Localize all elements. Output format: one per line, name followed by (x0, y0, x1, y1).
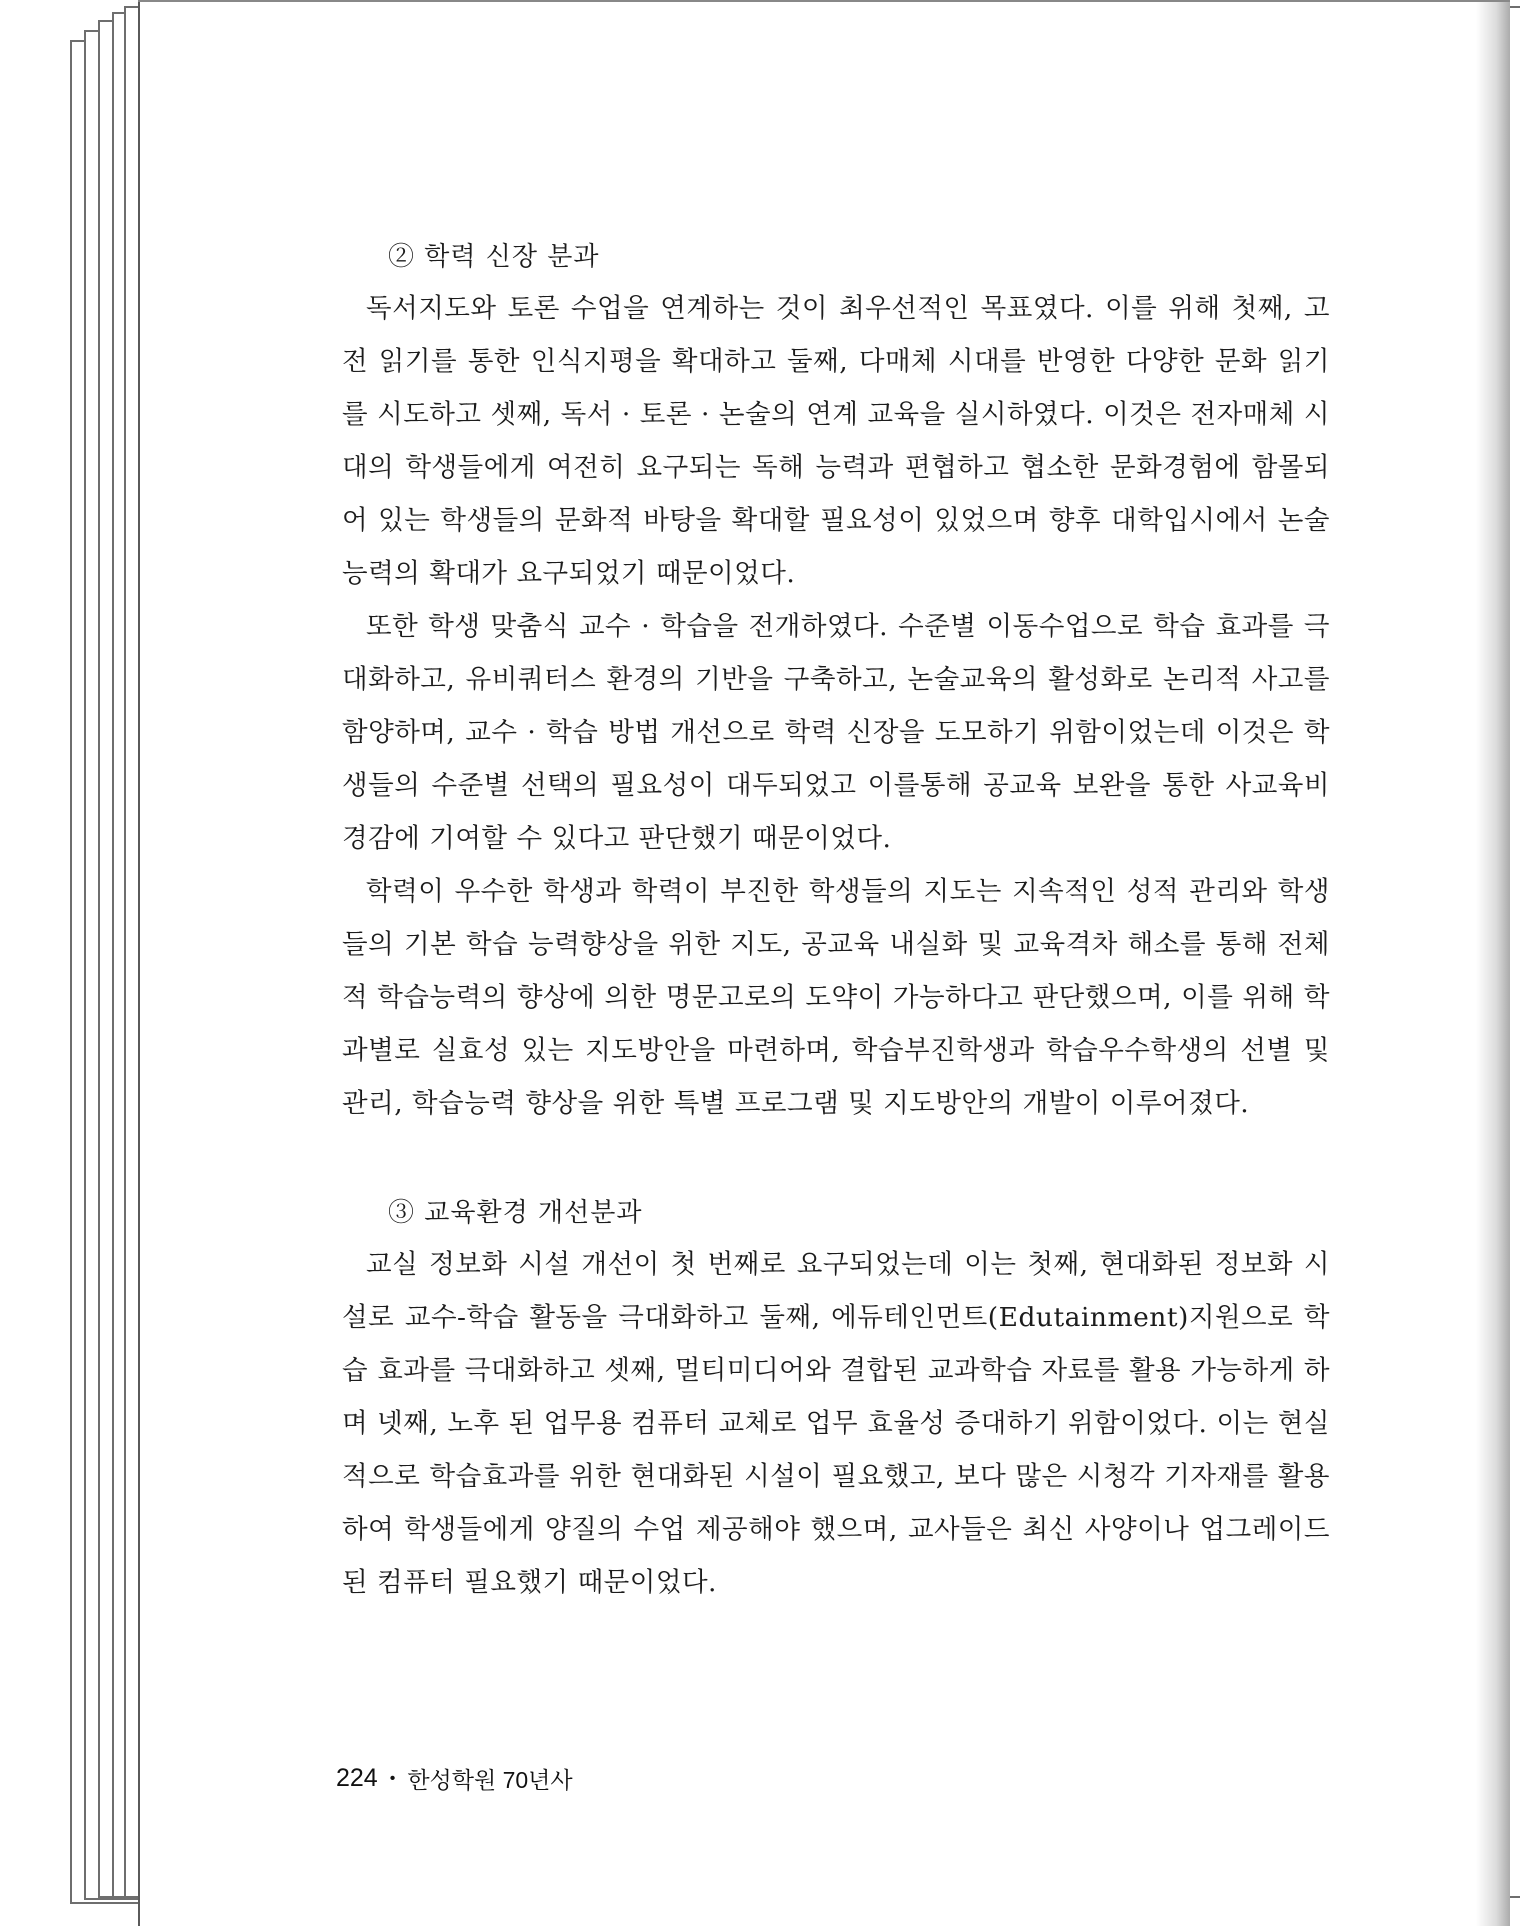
section-heading: ③ 교육환경 개선분과 (388, 1198, 643, 1228)
book-title: 한성학원 70년사 (407, 1767, 573, 1793)
paragraph: 독서지도와 토론 수업을 연계하는 것이 최우선적인 목표였다. 이를 위해 첫째, 고전 읽기를 통한 인식지평을 확대하고 둘째, 다매체 시대를 반영한 다양한 문화 읽기를 시도하고 셋째, 독서 · 토론 · 논술의 연계 교육을 실시하였다. 이것은 전자매체 시대의 학생들에게 여전히 요구되는 독해 능력과 편협하고 협소한 문화경험에 함몰되어 있는 학생들의 문화적 바탕을 확대할 필요성이 있었으며 향후 대학입시에서 논술 능력의 확대가 요구되었기 때문이었다. (342, 293, 1330, 589)
paragraph: 학력이 우수한 학생과 학력이 부진한 학생들의 지도는 지속적인 성적 관리와 학생들의 기본 학습 능력향상을 위한 지도, 공교육 내실화 및 교육격차 해소를 통해 전체적 학습능력의 향상에 의한 명문고로의 도약이 가능하다고 판단했으며, 이를 위해 학과별로 실효성 있는 지도방안을 마련하며, 학습부진학생과 학습우수학생의 선별 및 관리, 학습능력 향상을 위한 특별 프로그램 및 지도방안의 개발이 이루어졌다. (342, 876, 1330, 1119)
page-gutter-shadow (1476, 0, 1510, 1926)
section-environment-improvement (342, 1188, 1330, 1609)
section-heading: ② 학력 신장 분과 (388, 242, 600, 272)
paragraph: 교실 정보화 시설 개선이 첫 번째로 요구되었는데 이는 첫째, 현대화된 정보화 시설로 교수-학습 활동을 극대화하고 둘째, 에듀테인먼트(Edutainment)지원으로 학습 효과를 극대화하고 셋째, 멀티미디어와 결합된 교과학습 자료를 활용 가능하게 하며 넷째, 노후 된 업무용 컴퓨터 교체로 업무 효율성 증대하기 위함이었다. 이는 현실적으로 학습효과를 위한 현대화된 시설이 필요했고, 보다 많은 시청각 기자재를 활용하여 학생들에게 양질의 수업 제공해야 했으며, 교사들은 최신 사양이나 업그레이드 된 컴퓨터 필요했기 때문이었다. (342, 1249, 1330, 1598)
page-number: 224 (336, 1764, 378, 1792)
page-footer (336, 1762, 573, 1795)
section-academic-improvement (342, 232, 1330, 1130)
paragraph: 또한 학생 맞춤식 교수 · 학습을 전개하였다. 수준별 이동수업으로 학습 효과를 극대화하고, 유비쿼터스 환경의 기반을 구축하고, 논술교육의 활성화로 논리적 사고를 함양하며, 교수 · 학습 방법 개선으로 학력 신장을 도모하기 위함이었는데 이것은 학생들의 수준별 선택의 필요성이 대두되었고 이를통해 공교육 보완을 통한 사교육비 경감에 기여할 수 있다고 판단했기 때문이었다. (342, 611, 1330, 854)
page-top-border (138, 0, 1510, 2)
footer-bullet: • (389, 1769, 396, 1787)
page-body (342, 232, 1330, 1609)
